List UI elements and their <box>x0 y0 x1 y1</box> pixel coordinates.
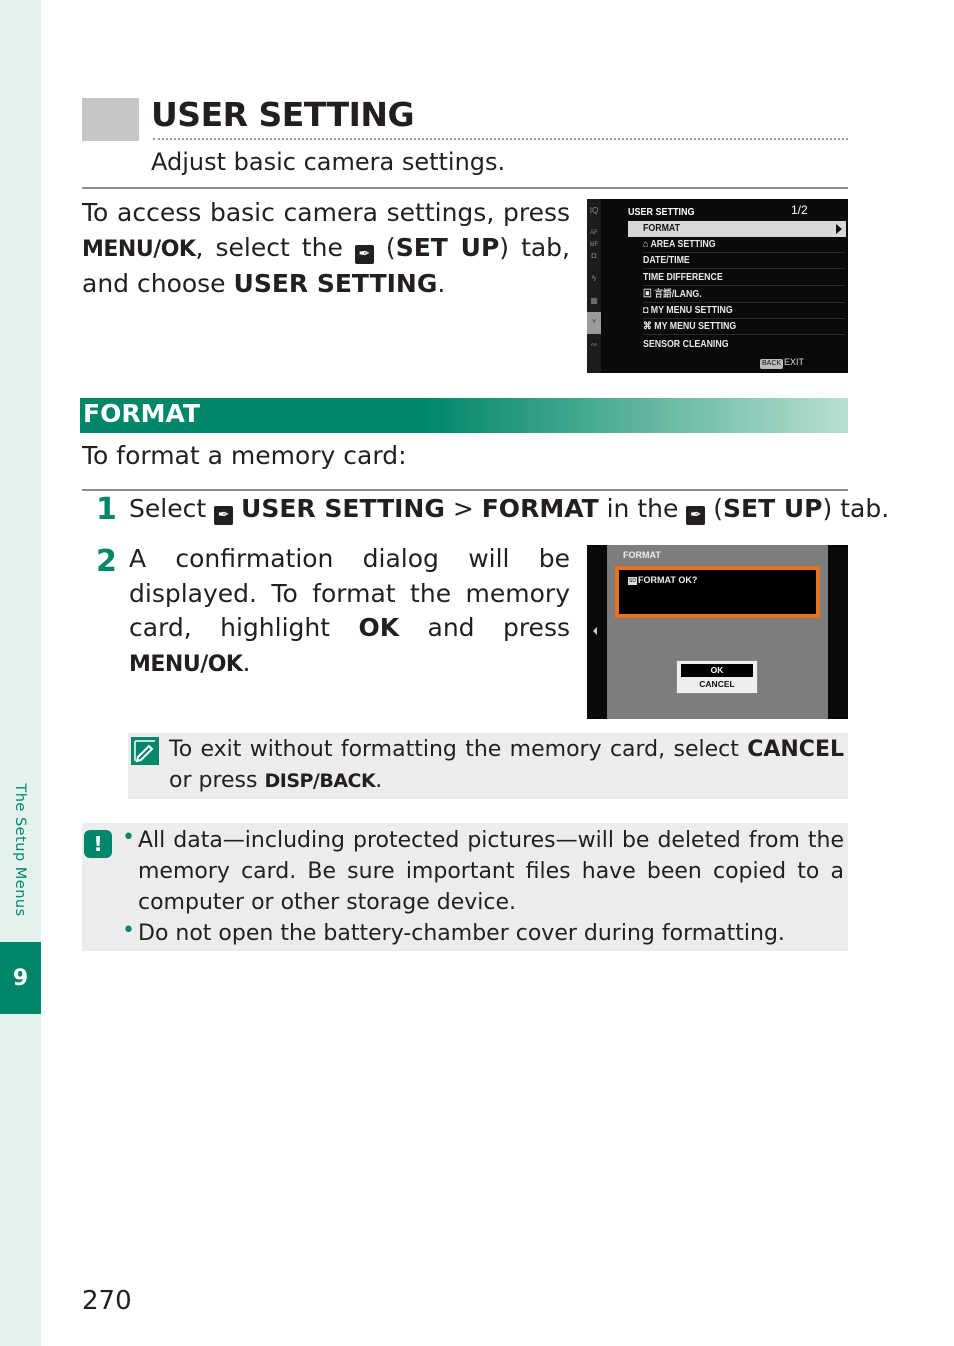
menu-item-area-setting: ⌂ AREA SETTING <box>643 237 845 253</box>
dialog-cancel-option: CANCEL <box>699 679 735 689</box>
image-quality-tab-icon: IQ <box>589 206 599 215</box>
page-subtitle: Adjust basic camera settings. <box>151 148 506 176</box>
bullet: • <box>122 918 135 943</box>
chapter-number: 9 <box>0 942 41 1014</box>
header-rule <box>82 187 848 189</box>
connection-tab-icon: ∾ <box>590 340 598 349</box>
menu-item-date-time: DATE/TIME <box>643 253 845 269</box>
menu-item-my-menu-movie: ⌘ MY MENU SETTING <box>643 319 845 335</box>
caution-icon: ! <box>84 830 112 858</box>
shooting-tab-icon: ◘ <box>591 251 597 260</box>
page-number: 270 <box>82 1286 132 1316</box>
setup-tab-icon: ⱽ <box>592 318 596 327</box>
flash-tab-icon: ϟ <box>591 274 597 283</box>
wrench-icon: ✒ <box>355 245 374 264</box>
note-text: To exit without formatting the memory card, select CANCEL or press DISP/BACK. <box>169 737 844 793</box>
menu-item-sensor-cleaning: SENSOR CLEANING <box>643 339 729 350</box>
menu-ok-key: MENU/OK <box>129 651 243 677</box>
dialog-ok-option: OK <box>681 664 753 677</box>
wrench-icon: ✒ <box>214 506 233 525</box>
menu-title: USER SETTING <box>628 207 695 218</box>
wrench-icon: ✒ <box>686 506 705 525</box>
page-title: USER SETTING <box>151 95 415 134</box>
intro-paragraph: To access basic camera settings, press MENU/OK, select the ✒ (SET UP) tab, and choose USER SETTING. <box>82 198 571 298</box>
note-pencil-icon <box>131 737 159 765</box>
step-1-number: 1 <box>96 492 117 527</box>
dialog-question: FORMAT OK? <box>638 575 698 585</box>
submenu-arrow-icon <box>836 224 842 234</box>
camera-menu-screenshot <box>587 199 848 373</box>
disp-back-key: DISP/BACK <box>264 770 376 792</box>
menu-item-format: FORMAT <box>643 223 680 234</box>
menu-ok-key: MENU/OK <box>82 236 196 262</box>
section-heading: FORMAT <box>83 399 200 428</box>
back-key-icon: BACK <box>762 360 782 367</box>
menu-page-indicator: 1/2 <box>791 203 808 217</box>
steps-rule <box>82 489 848 491</box>
movie-tab-icon: ▦ <box>590 296 598 305</box>
section-intro: To format a memory card: <box>82 441 407 470</box>
menu-item-time-difference: TIME DIFFERENCE <box>643 270 845 286</box>
sd-card-icon: SD <box>629 578 636 584</box>
header-marker <box>82 98 139 141</box>
step-2-text: A confirmation dialog will be displayed. To format the memory card, highlight OK and press MENU/OK. <box>129 544 570 677</box>
format-dialog-screenshot <box>587 545 848 719</box>
caution-item: All data—including protected pictures—will be deleted from the memory card. Be sure important files have been copied to a computer or other storage device. <box>138 828 844 915</box>
left-arrow-icon <box>593 627 597 635</box>
chapter-label: The Setup Menus <box>12 783 28 917</box>
title-dotted-rule <box>153 138 848 140</box>
step-1-text: Select ✒ USER SETTING > FORMAT in the ✒ (SET UP) tab. <box>129 494 890 523</box>
dialog-title: FORMAT <box>623 550 661 560</box>
af-mf-tab-icon: AF MF <box>589 230 599 248</box>
menu-item-my-menu-still: ◘ MY MENU SETTING <box>643 303 845 319</box>
exit-label: EXIT <box>784 357 805 367</box>
menu-item-language: ▣ 言語/LANG. <box>643 287 845 303</box>
side-tab <box>0 0 41 1346</box>
caution-item: Do not open the battery-chamber cover during formatting. <box>138 921 785 946</box>
bullet: • <box>122 825 135 850</box>
dialog-message-box <box>615 566 820 618</box>
step-2-number: 2 <box>96 544 117 579</box>
